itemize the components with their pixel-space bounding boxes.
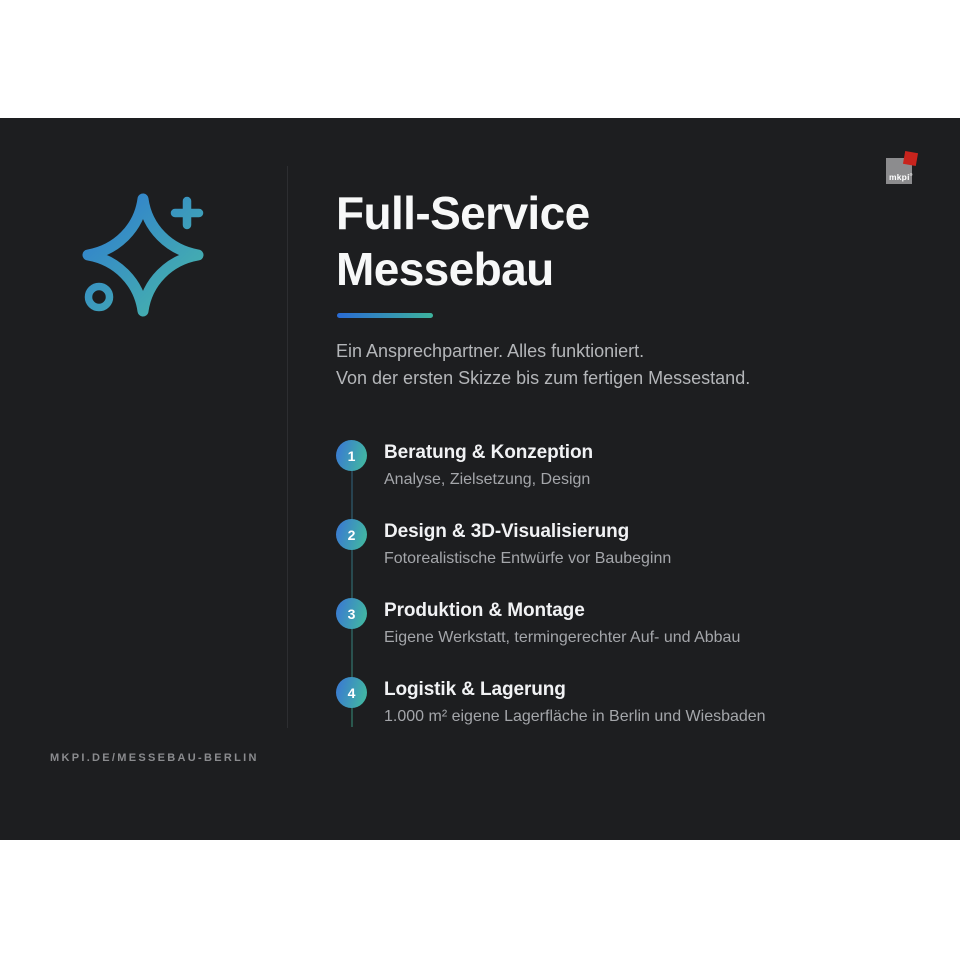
brand-name: mkpi® [889,172,913,182]
slide-card [0,118,960,840]
step-number-badge: 1 [336,440,367,471]
page-title [336,185,590,297]
subtitle [336,338,750,392]
plus-shape [175,201,199,225]
list-item-produktion [336,598,740,650]
step-title: Design & 3D-Visualisierung [384,521,630,542]
subtitle-line-1: Ein Ansprechpartner. Alles funktioniert. [336,341,645,361]
step-description: Eigene Werkstatt, termingerechter Auf- und Abbau [384,629,741,646]
title-line-1: Full-Service [336,187,590,239]
step-title: Produktion & Montage [384,600,585,621]
vertical-divider [287,166,288,728]
circle-shape [89,287,110,308]
subtitle-line-2: Von der ersten Skizze bis zum fertigen Messestand. [336,368,751,388]
step-number-badge: 4 [336,677,367,708]
brand-logo [886,158,912,184]
step-number-badge: 3 [336,598,367,629]
brand-red-square [903,151,918,166]
list-item-beratung [336,440,593,492]
title-line-2: Messebau [336,243,554,295]
step-title: Logistik & Lagerung [384,679,566,700]
sparkle-plus-logo-icon [78,190,208,320]
step-title: Beratung & Konzeption [384,442,593,463]
footer-url-link[interactable]: MKPI.DE/MESSEBAU-BERLIN [50,752,259,764]
step-description: 1.000 m² eigene Lagerfläche in Berlin und Wiesbaden [384,708,766,725]
list-item-design [336,519,671,571]
gradient-underline [337,313,433,318]
registered-mark: ® [909,172,913,178]
list-item-logistik [336,677,766,729]
step-description: Analyse, Zielsetzung, Design [384,471,591,488]
step-number-badge: 2 [336,519,367,550]
step-description: Fotorealistische Entwürfe vor Baubeginn [384,550,672,567]
